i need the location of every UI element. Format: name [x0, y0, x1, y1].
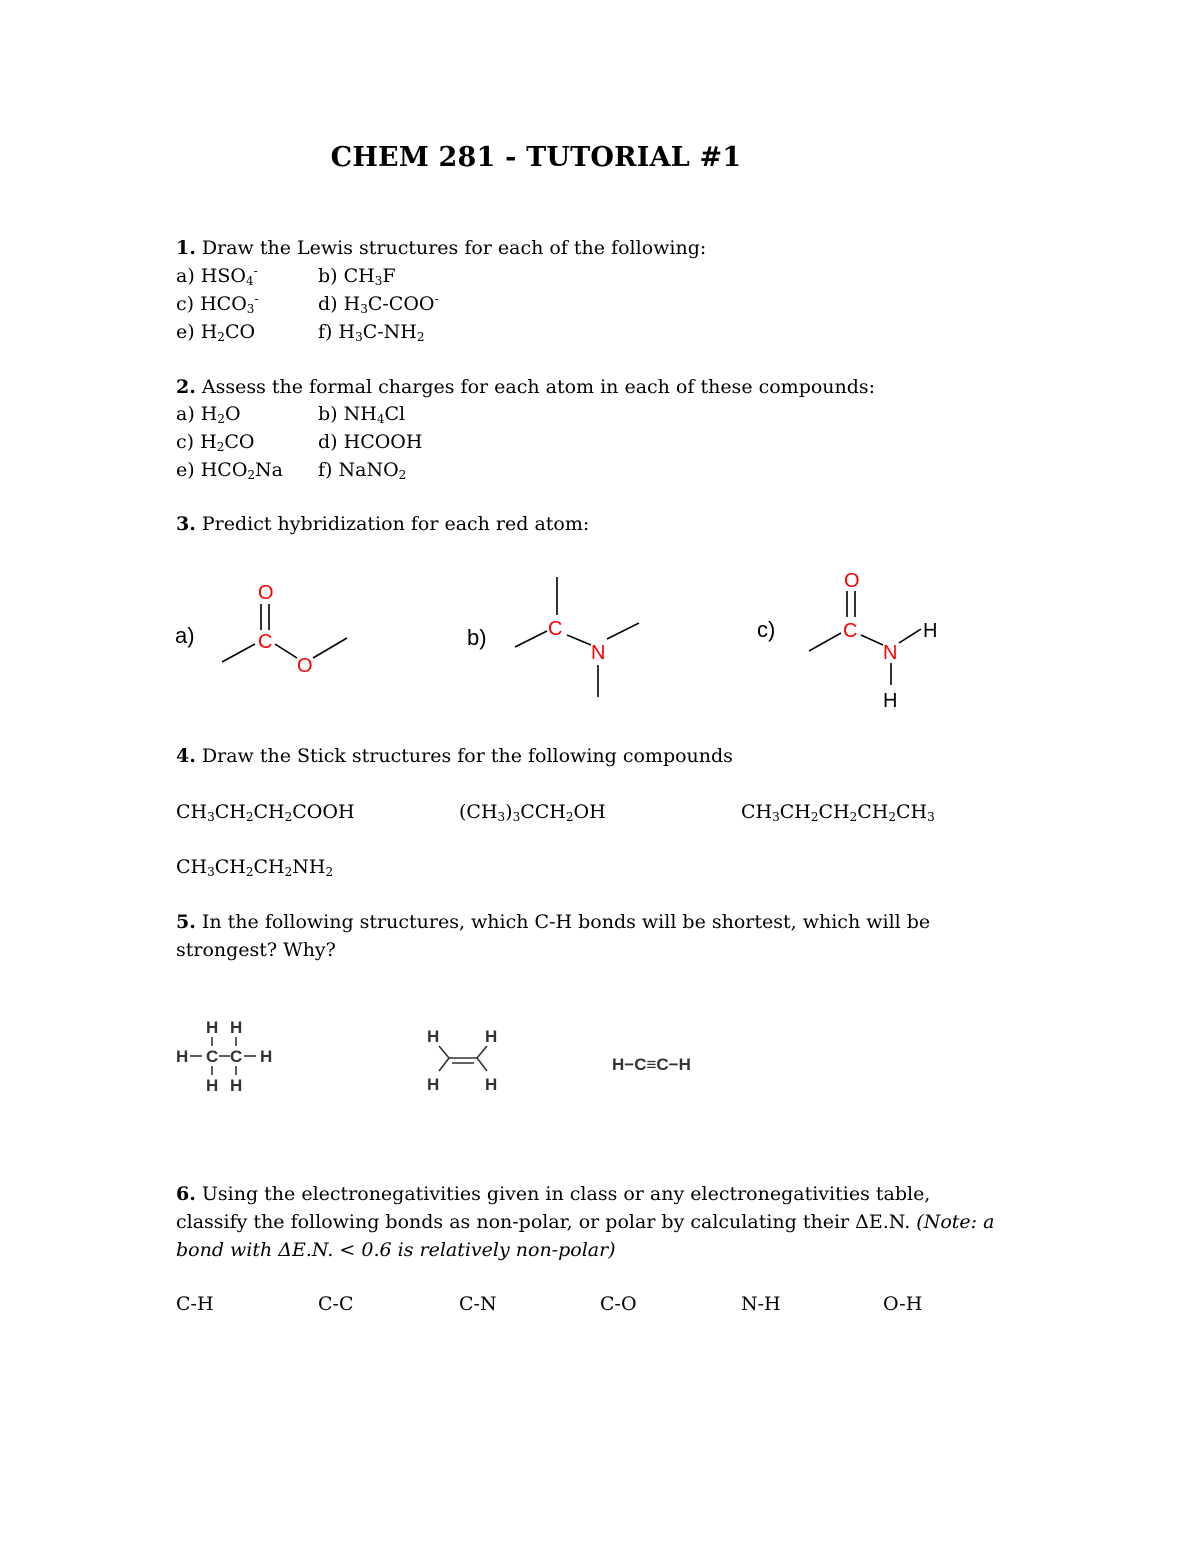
q4-compound-4: [176, 853, 333, 881]
structure-a: [175, 580, 375, 680]
q3-prompt: [176, 510, 589, 538]
page-title: CHEM 281 - TUTORIAL #1: [330, 142, 742, 173]
formula: HCOOH: [343, 431, 423, 453]
q1-item-c: [176, 290, 259, 318]
q2-item-d: [318, 428, 422, 456]
bond: [275, 644, 297, 658]
formula: $CH_3CH_2CH_2COOH$: [176, 801, 355, 824]
item-label: d): [318, 431, 338, 453]
atom-h: H: [230, 1076, 243, 1095]
q2-text: Assess the formal charges for each atom in each of these compounds:: [201, 376, 876, 398]
q1-item-b: [318, 262, 396, 290]
alkyne-formula: H−C≡C−H: [612, 1055, 691, 1074]
bond: [567, 635, 591, 645]
item-label: f): [318, 321, 333, 343]
q5-text: In the following structures, which C-H bonds will be shortest, which will be: [201, 911, 931, 933]
q1-prompt: [176, 234, 706, 262]
q4-compound-2: [459, 798, 606, 826]
formula: $CH_3CH_2CH_2NH_2$: [176, 856, 334, 879]
formula: $HSO_4^-$: [200, 264, 258, 288]
bond: [477, 1058, 487, 1071]
formula: $H_2CO$: [200, 431, 255, 454]
item-label: e): [176, 321, 195, 343]
bond-item: O-H: [883, 1293, 923, 1315]
ethane-structure: [174, 1018, 294, 1098]
q6-line1: [176, 1180, 930, 1208]
q1-text: Draw the Lewis structures for each of the following:: [201, 237, 707, 259]
bond-item: C-H: [176, 1293, 214, 1315]
bond-item: N-H: [741, 1293, 781, 1315]
atom-n: N: [591, 642, 606, 664]
atom-h: H: [260, 1047, 273, 1066]
q2-item-a: [176, 400, 241, 428]
formula: $H_2O$: [200, 403, 241, 426]
q5-prompt-line2: strongest? Why?: [176, 939, 336, 961]
q1-item-a: [176, 262, 258, 290]
item-label: a): [176, 265, 195, 287]
bond: [861, 635, 883, 645]
q6-note-line3: bond with ΔE.N. < 0.6 is relatively non-polar): [176, 1239, 616, 1261]
q5-prompt-line1: [176, 908, 930, 936]
bond: [899, 629, 921, 643]
atom-c: C: [548, 618, 563, 640]
q6-text: Using the electronegativities given in class or any electronegativities table,: [201, 1183, 931, 1205]
formula: $CH_3F$: [343, 265, 396, 288]
item-label: b): [318, 403, 338, 425]
formula: $(CH_3)_3CCH_2OH$: [459, 801, 606, 824]
q4-compound-3: [741, 798, 935, 826]
atom-o: O: [258, 582, 274, 604]
q6-note: (Note: a: [916, 1211, 995, 1233]
formula: $H_3C-NH_2$: [338, 321, 425, 344]
atom-h: H: [485, 1027, 498, 1046]
q2-item-e: [176, 456, 283, 484]
item-label: c): [176, 431, 195, 453]
bond: [477, 1046, 487, 1058]
bond: [809, 633, 841, 651]
atom-c: C: [206, 1047, 219, 1066]
atom-h: H: [923, 620, 938, 642]
atom-h: H: [176, 1047, 189, 1066]
atom-h: H: [485, 1075, 498, 1094]
formula: $CH_3CH_2CH_2CH_2CH_3$: [741, 801, 935, 824]
q4-compound-1: [176, 798, 355, 826]
bond-item: C-O: [600, 1293, 637, 1315]
structure-c: [757, 565, 957, 715]
atom-h: H: [427, 1027, 440, 1046]
formula: $HCO_2Na$: [200, 459, 283, 482]
item-label: b): [318, 265, 338, 287]
q2-number: 2.: [176, 376, 196, 398]
bond: [222, 644, 255, 662]
bond: [515, 631, 547, 647]
bond-item: C-N: [459, 1293, 497, 1315]
q1-item-e: [176, 318, 255, 346]
bond: [439, 1046, 449, 1058]
atom-h: H: [206, 1076, 219, 1095]
q6-line2: [176, 1208, 994, 1236]
atom-o: O: [297, 655, 313, 677]
bond: [313, 638, 347, 658]
formula: $NH_4Cl$: [343, 403, 406, 426]
bond: [439, 1058, 449, 1071]
atom-c: C: [258, 631, 273, 653]
item-label: a): [176, 403, 195, 425]
bond-item: C-C: [318, 1293, 354, 1315]
q1-item-f: [318, 318, 425, 346]
atom-n: N: [883, 642, 898, 664]
ethene-structure: [425, 1024, 525, 1104]
structure-b: [467, 575, 667, 705]
q1-number: 1.: [176, 237, 196, 259]
atom-h: H: [206, 1018, 219, 1037]
item-label: c): [176, 293, 195, 315]
formula: $H_3C-COO^-$: [343, 292, 439, 316]
formula: $H_2CO$: [200, 321, 256, 344]
atom-c: C: [230, 1047, 243, 1066]
atom-h: H: [883, 690, 898, 712]
q4-number: 4.: [176, 745, 196, 767]
item-label: d): [318, 293, 338, 315]
q2-item-f: [318, 456, 406, 484]
q6-number: 6.: [176, 1183, 196, 1205]
atom-h: H: [230, 1018, 243, 1037]
formula: $HCO_3^-$: [200, 292, 259, 316]
atom-c: C: [843, 620, 858, 642]
q4-text: Draw the Stick structures for the following compounds: [201, 745, 733, 767]
item-label: e): [176, 459, 195, 481]
q3-number: 3.: [176, 513, 196, 535]
bond: [607, 623, 639, 639]
q4-prompt: [176, 742, 733, 770]
structure-label: a): [175, 623, 195, 648]
atom-h: H: [427, 1075, 440, 1094]
q2-item-c: [176, 428, 254, 456]
q3-text: Predict hybridization for each red atom:: [201, 513, 590, 535]
q1-item-d: [318, 290, 439, 318]
q2-prompt: [176, 373, 875, 401]
item-label: f): [318, 459, 333, 481]
q6-text: classify the following bonds as non-polar, or polar by calculating their ΔE.N.: [176, 1211, 911, 1233]
atom-o: O: [844, 570, 860, 592]
q5-number: 5.: [176, 911, 196, 933]
formula: NaNO$_2$: [338, 459, 407, 482]
structure-label: b): [467, 625, 487, 650]
ethyne-structure: [612, 1050, 742, 1090]
q2-item-b: [318, 400, 405, 428]
structure-label: c): [757, 617, 776, 642]
